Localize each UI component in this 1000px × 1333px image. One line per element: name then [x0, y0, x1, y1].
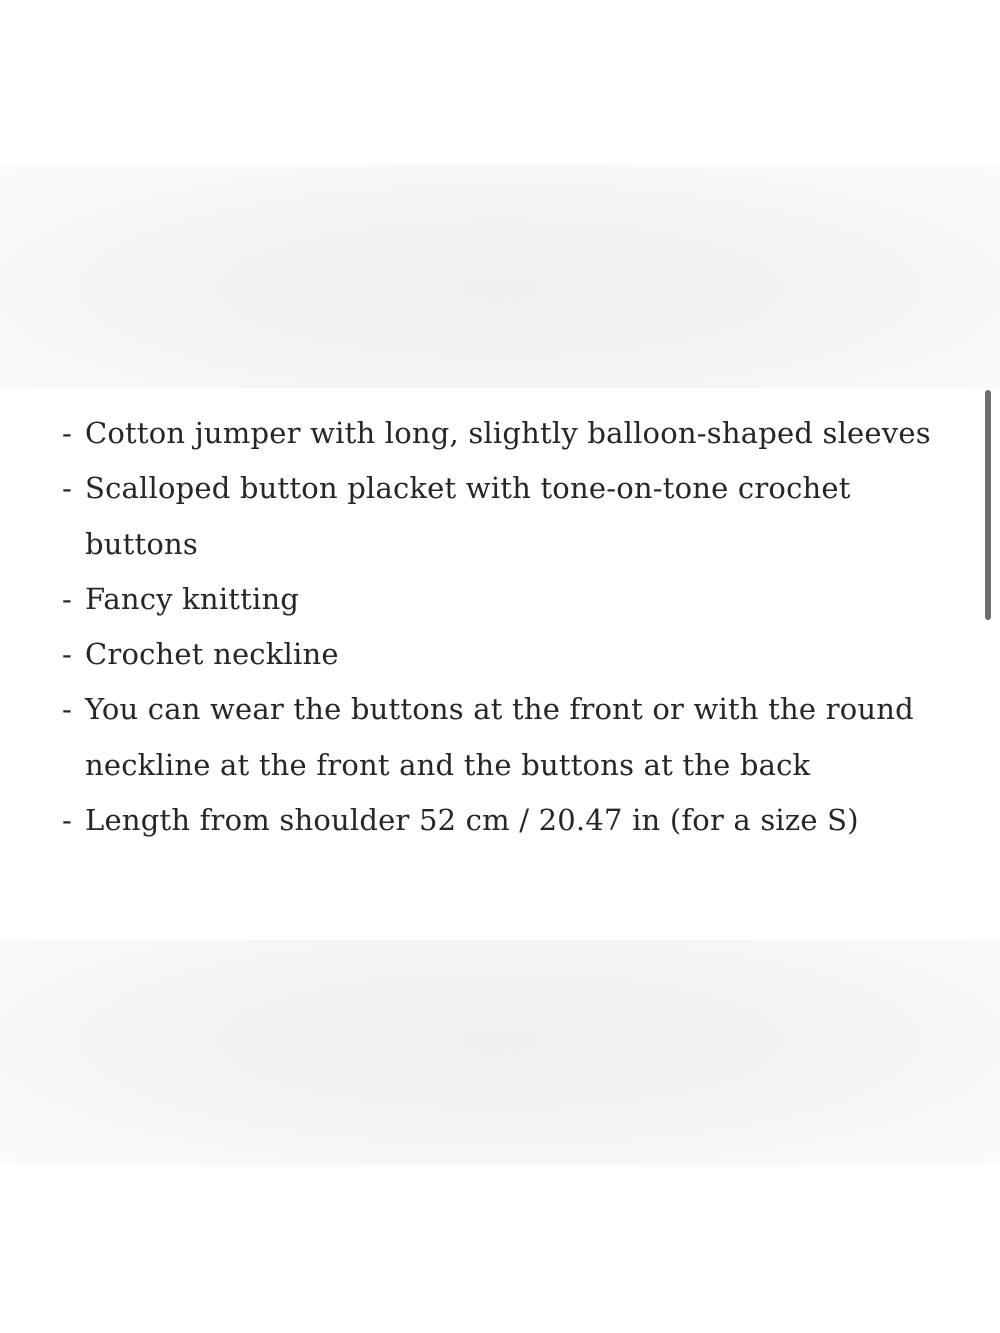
- bullet-dash: -: [62, 471, 72, 506]
- blurred-background-top: [0, 165, 1000, 390]
- list-item: [62, 682, 967, 793]
- list-item: [62, 461, 967, 572]
- list-item-text: Fancy knitting: [85, 581, 300, 616]
- bullet-dash: -: [62, 416, 72, 450]
- list-item: [62, 793, 967, 848]
- list-item: [62, 406, 967, 461]
- scrollbar-thumb[interactable]: [985, 390, 991, 620]
- product-description-panel: [0, 388, 1000, 940]
- list-item-text: You can wear the buttons at the front or with the round neckline at the front and the buttons at the back: [85, 692, 914, 782]
- product-description-list: [62, 406, 967, 848]
- bullet-dash: -: [62, 581, 72, 616]
- list-item-text: Crochet neckline: [85, 637, 339, 672]
- list-item-text: Scalloped button placket with tone-on-tone crochet buttons: [85, 471, 851, 561]
- list-item: [62, 627, 967, 682]
- list-item: [62, 572, 967, 627]
- list-item-text: Length from shoulder 52 cm / 20.47 in (for a size S): [85, 803, 859, 838]
- bullet-dash: -: [62, 803, 72, 838]
- list-item-text: Cotton jumper with long, slightly balloon-shaped sleeves: [85, 416, 931, 450]
- bullet-dash: -: [62, 637, 72, 672]
- blurred-background-bottom: [0, 940, 1000, 1165]
- bullet-dash: -: [62, 692, 72, 727]
